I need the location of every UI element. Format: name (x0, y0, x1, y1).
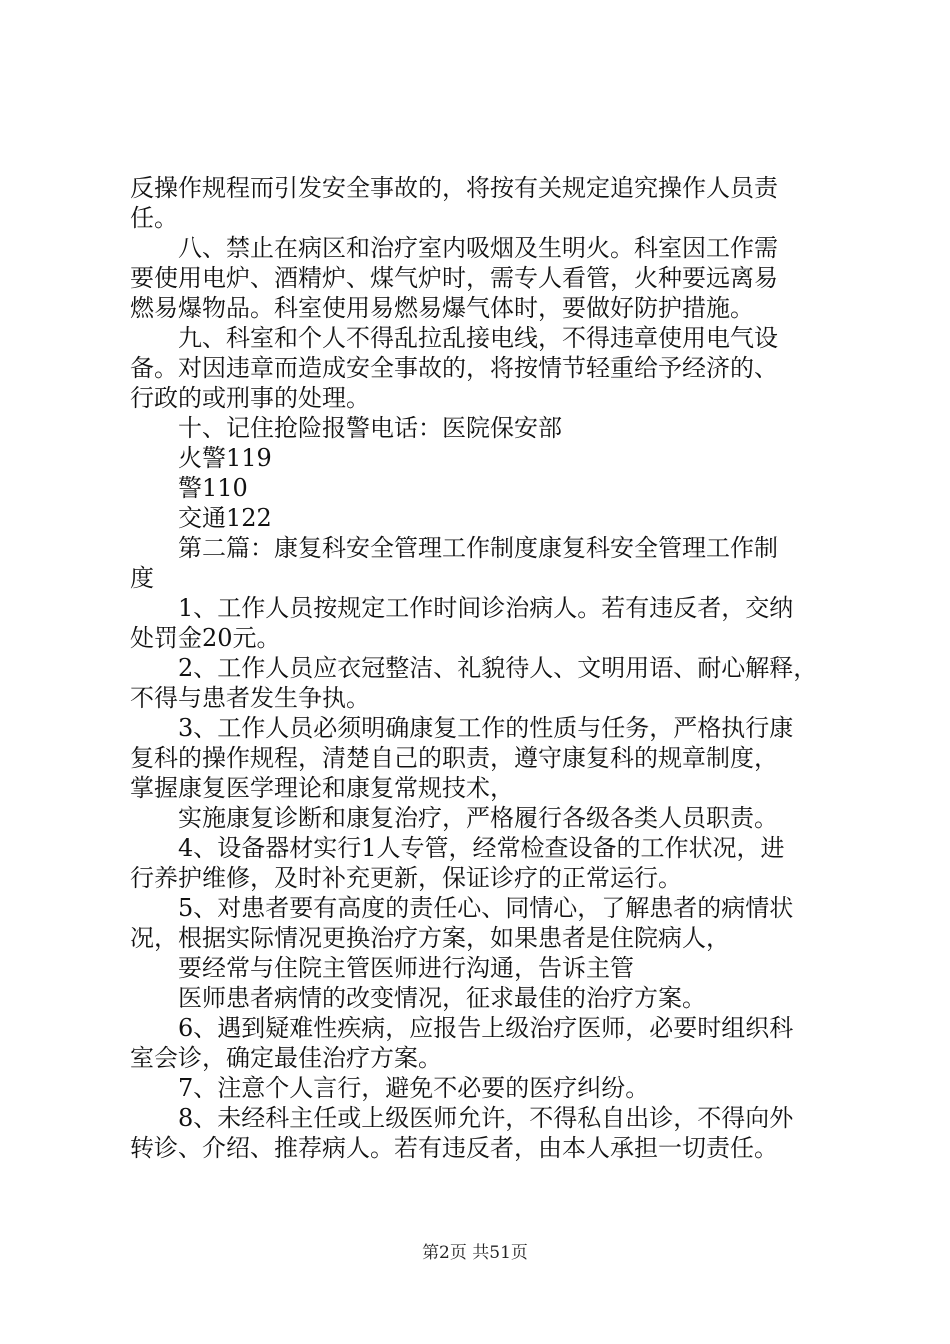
document-body (130, 173, 830, 1163)
text-line: 任。 (130, 204, 178, 232)
text-line: 掌握康复医学理论和康复常规技术， (130, 774, 514, 802)
text-line: 室会诊，确定最佳治疗方案。 (130, 1044, 442, 1072)
text-line: 7、注意个人言行，避免不必要的医疗纠纷。 (178, 1074, 650, 1102)
text-line: 火警119 (178, 444, 272, 472)
text-line: 3、工作人员必须明确康复工作的性质与任务，严格执行康 (178, 714, 794, 742)
text-line: 第二篇：康复科安全管理工作制度康复科安全管理工作制 (178, 534, 778, 562)
text-line: 燃易爆物品。科室使用易燃易爆气体时，要做好防护措施。 (130, 294, 754, 322)
text-line: 6、遇到疑难性疾病，应报告上级治疗医师，必要时组织科 (178, 1014, 794, 1042)
text-line: 度 (130, 564, 154, 592)
text-line: 4、设备器材实行1人专管，经常检查设备的工作状况，进 (178, 834, 785, 862)
text-line: 要经常与住院主管医师进行沟通，告诉主管 (178, 954, 634, 982)
page-footer: 第2页 共51页 (422, 1243, 528, 1263)
text-line: 十、记住抢险报警电话：医院保安部 (178, 414, 562, 442)
text-line: 反操作规程而引发安全事故的，将按有关规定追究操作人员责 (130, 174, 778, 202)
text-line: 2、工作人员应衣冠整洁、礼貌待人、文明用语、耐心解释， (178, 654, 818, 682)
text-line: 况，根据实际情况更换治疗方案，如果患者是住院病人， (130, 924, 730, 952)
text-line: 处罚金20元。 (130, 624, 281, 652)
text-line: 1、工作人员按规定工作时间诊治病人。若有违反者，交纳 (178, 594, 794, 622)
text-line: 行政的或刑事的处理。 (130, 384, 370, 412)
text-line: 备。对因违章而造成安全事故的，将按情节轻重给予经济的、 (130, 354, 778, 382)
text-line: 转诊、介绍、推荐病人。若有违反者，由本人承担一切责任。 (130, 1134, 778, 1162)
text-line: 医师患者病情的改变情况，征求最佳的治疗方案。 (178, 984, 706, 1012)
text-line: 行养护维修，及时补充更新，保证诊疗的正常运行。 (130, 864, 682, 892)
text-line: 要使用电炉、酒精炉、煤气炉时，需专人看管，火种要远离易 (130, 264, 778, 292)
text-line: 实施康复诊断和康复治疗，严格履行各级各类人员职责。 (178, 804, 778, 832)
text-line: 5、对患者要有高度的责任心、同情心，了解患者的病情状 (178, 894, 794, 922)
text-line: 八、禁止在病区和治疗室内吸烟及生明火。科室因工作需 (178, 234, 778, 262)
text-line: 警110 (178, 474, 248, 502)
text-line: 九、科室和个人不得乱拉乱接电线，不得违章使用电气设 (178, 324, 778, 352)
text-line: 复科的操作规程，清楚自己的职责，遵守康复科的规章制度， (130, 744, 778, 772)
text-line: 8、未经科主任或上级医师允许，不得私自出诊，不得向外 (178, 1104, 794, 1132)
text-line: 交通122 (178, 504, 272, 532)
text-line: 不得与患者发生争执。 (130, 684, 370, 712)
